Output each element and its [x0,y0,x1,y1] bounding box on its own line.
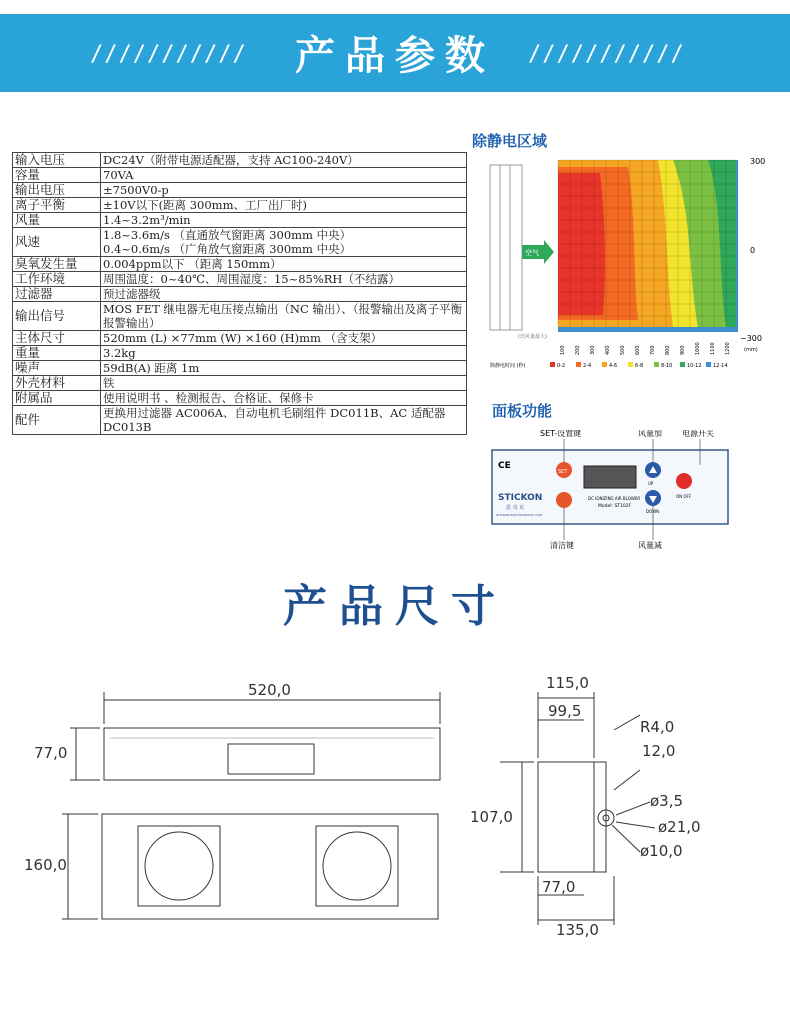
spec-row [13,287,467,302]
spec-value-line: ±10V以下(距离 300mm、工厂出厂时) [103,198,307,212]
spec-value [101,228,467,257]
legend-swatch [628,362,633,367]
dimension-drawing [0,640,790,1035]
x-tick-label: 1100 [710,342,716,355]
spec-key: 输出信号 [13,302,101,331]
set-button-label: SET [558,469,568,475]
spec-key: 重量 [13,346,101,361]
dim-side-c: 12,0 [642,742,676,760]
legend-swatch [706,362,711,367]
y-label-mid: 0 [750,246,756,255]
legend-label: 0-2 [557,363,566,369]
x-tick-labels [560,342,731,355]
spec-row [13,406,467,435]
x-tick-label: 800 [665,345,671,355]
spec-key: 工作环境 [13,272,101,287]
x-tick-label: 600 [635,345,641,355]
spec-value-line: ±7500V0-p [103,183,169,197]
spec-value [101,153,467,168]
x-tick-label: 900 [680,345,686,355]
legend-swatch [576,362,581,367]
dim-side-b: 99,5 [548,702,582,720]
spec-value-line: 使用说明书 、检测报告、合格证、保修卡 [103,391,314,405]
spec-key: 离子平衡 [13,198,101,213]
fan-grille-left [138,826,220,906]
heatmap-title: 除静电区域 [472,132,548,150]
legend-label: 4-6 [609,363,618,369]
spec-value [101,287,467,302]
spec-value [101,376,467,391]
legend-label: 10-12 [687,363,702,369]
spec-value-line: MOS FET 继电器无电压接点输出（NC 输出）、（报警输出及离子平衡 [103,302,462,316]
spec-row [13,346,467,361]
legend-title: 除静电时间 (秒) [490,363,526,369]
spec-value-line: 周围温度：0~40℃、周围湿度：15~85%RH（不结露） [103,272,400,286]
spec-row [13,331,467,346]
label-up: 风量加 [638,430,662,438]
spec-key: 主体尺寸 [13,331,101,346]
fan-grille-right [316,826,398,906]
ce-mark: CE [498,461,511,471]
display-screen [584,466,636,488]
spec-row [13,198,467,213]
y-label-bottom: −300 [740,334,762,343]
spec-value-line: 70VA [103,168,134,182]
dim-width: 520,0 [248,681,291,699]
label-power: 电源开关 [682,430,714,438]
legend-label: 8-10 [661,363,673,369]
side-view [538,762,594,872]
spec-value-line: 报警输出） [103,316,161,330]
heatmap-zones [558,160,738,332]
spec-value [101,391,467,406]
air-label: 空气 [525,249,539,257]
legend [550,362,728,369]
spec-value-line: 预过滤器级 [103,287,161,301]
panel-title: 面板功能 [492,402,553,420]
panel-diagram [488,430,788,555]
brand-cn: 思 奇 克 [506,505,525,511]
small-label: (出风量最大) [518,334,547,340]
spec-key: 附属品 [13,391,101,406]
spec-value-line: 3.2kg [103,346,136,360]
spec-value-line: 铁 [103,376,115,390]
spec-value [101,198,467,213]
header-banner [0,14,790,92]
spec-value-line: 1.4~3.2m³/min [103,213,191,227]
legend-label: 12-14 [713,363,728,369]
spec-value-line: 59dB(A) 距离 1m [103,361,200,375]
spec-key: 臭氧发生量 [13,257,101,272]
spec-key: 外壳材料 [13,376,101,391]
spec-row [13,361,467,376]
blower-outline [490,165,522,330]
spec-key: 噪声 [13,361,101,376]
dim-side-d: 107,0 [470,808,513,826]
spec-row [13,183,467,198]
down-text: DOWN [646,509,660,514]
spec-row [13,257,467,272]
x-tick-label: 300 [590,345,596,355]
spec-value [101,257,467,272]
spec-key: 输出电压 [13,183,101,198]
spec-key: 容量 [13,168,101,183]
spec-value-line: 0.4~0.6m/s （广角放气窗距离 300mm 中央） [103,242,352,256]
clean-button[interactable] [556,492,572,508]
spec-value-line: 更换用过滤器 AC006A、自动电机毛刷组件 DC011B、AC 适配器 DC013B [103,406,446,434]
spec-key: 风速 [13,228,101,257]
y-unit: (mm) [744,347,758,353]
front-control-panel [228,744,314,774]
dim-side-i: 135,0 [556,921,599,939]
spec-value-line: DC24V（附带电源适配器，支持 AC100-240V） [103,153,359,167]
legend-swatch [602,362,607,367]
spec-value-line: 520mm (L) ×77mm (W) ×160 (H)mm （含支架） [103,331,383,345]
dim-side-e: ø3,5 [650,792,684,810]
dim-front-height: 77,0 [34,744,68,762]
spec-row [13,302,467,331]
legend-swatch [680,362,685,367]
dim-side-a: 115,0 [546,674,589,692]
up-text: UP [648,481,654,486]
spec-value [101,406,467,435]
dim-side-g: ø10,0 [640,842,683,860]
dimensions-title: 产品尺寸 [283,581,507,632]
spec-row [13,272,467,287]
front-view [104,728,440,780]
label-down: 风量减 [638,541,662,550]
x-tick-label: 1000 [695,342,701,355]
spec-table [12,152,467,435]
spec-row [13,213,467,228]
onoff-text: ON OFF [676,494,692,499]
legend-swatch [654,362,659,367]
spec-row [13,168,467,183]
spec-value [101,213,467,228]
spec-key: 风量 [13,213,101,228]
x-tick-label: 400 [605,345,611,355]
spec-value [101,361,467,376]
banner-deco-left: /////////// [90,42,247,67]
spec-value [101,331,467,346]
spec-row [13,153,467,168]
label-clean: 清洁键 [550,541,574,550]
spec-value [101,272,467,287]
spec-value [101,168,467,183]
dim-top-height: 160,0 [24,856,67,874]
spec-row [13,228,467,257]
spec-key: 配件 [13,406,101,435]
spec-value-line: 0.004ppm以下 （距离 150mm） [103,257,282,271]
legend-label: 2-4 [583,363,592,369]
air-arrow-head [544,240,554,264]
legend-label: 6-8 [635,363,644,369]
static-removal-area-chart [488,155,788,380]
banner-deco-right: /////////// [528,42,685,67]
top-view [102,814,438,919]
model-line1: DC IONIZING AIR BLOWER [588,496,641,501]
legend-swatch [550,362,555,367]
x-tick-label: 500 [620,345,626,355]
spec-value-line: 1.8~3.6m/s （直通放气窗距离 300mm 中央） [103,228,352,242]
page-title: 产品参数 [295,33,495,79]
spec-key: 过滤器 [13,287,101,302]
dim-side-f: ø21,0 [658,818,701,836]
spec-key: 输入电压 [13,153,101,168]
dim-side-h: 77,0 [542,878,576,896]
spec-row [13,391,467,406]
x-tick-label: 700 [650,345,656,355]
brand-logo: STICKON [498,493,543,503]
x-tick-label: 1200 [725,342,731,355]
x-tick-label: 100 [560,345,566,355]
model-line2: Model: ST102F [598,504,632,509]
spec-value [101,183,467,198]
spec-value [101,346,467,361]
power-button[interactable] [676,473,692,489]
dim-side-r: R4,0 [640,718,675,736]
brand-sub: STICKON ELECTROSTATIC.COM [496,513,543,517]
y-label-top: 300 [750,157,766,166]
x-tick-label: 200 [575,345,581,355]
label-set: SET-设置键 [540,430,582,438]
spec-row [13,376,467,391]
spec-value [101,302,467,331]
